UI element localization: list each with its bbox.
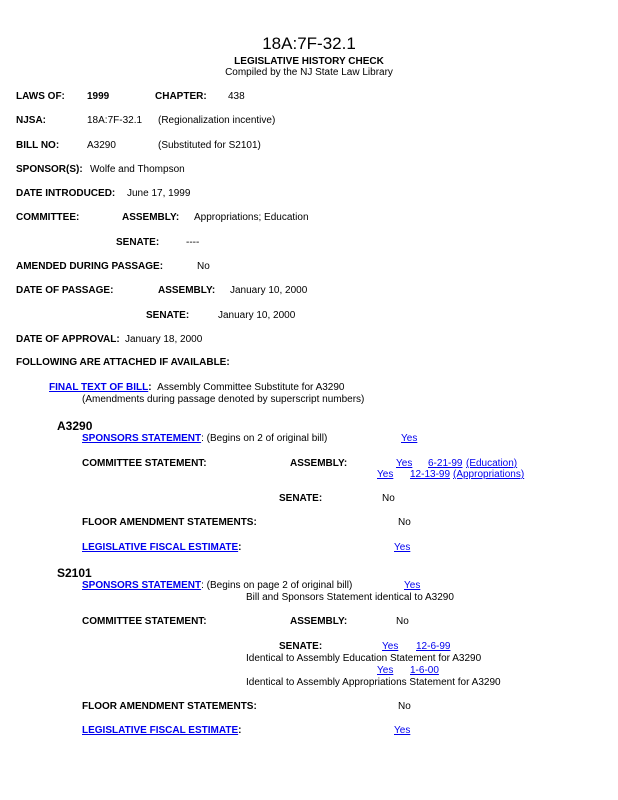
a3290-senate-label: SENATE: [279, 493, 323, 504]
a3290-assembly-label: ASSEMBLY: [290, 458, 348, 469]
committee-label: COMMITTEE: [16, 212, 80, 223]
sponsors-value: Wolfe and Thompson [90, 164, 185, 175]
njsa-label: NJSA: [16, 115, 47, 126]
bill-no-value: A3290 [87, 140, 116, 151]
a3290-fiscal-line [82, 542, 241, 554]
a3290-fiscal-yes-link[interactable]: Yes [394, 542, 411, 553]
date-introduced-value: June 17, 1999 [127, 188, 191, 199]
s2101-senate-note1: Identical to Assembly Education Statement for A3290 [246, 653, 482, 664]
passage-assembly-label: ASSEMBLY: [158, 285, 216, 296]
final-text-line [49, 382, 344, 394]
s2101-sponsors-link[interactable]: SPONSORS STATEMENT [82, 580, 202, 591]
s2101-floor-label: FLOOR AMENDMENT STATEMENTS: [82, 701, 257, 712]
sponsors-label: SPONSOR(S): [16, 164, 83, 175]
a3290-sponsors-line [82, 433, 327, 445]
s2101-senate-note2: Identical to Assembly Appropriations Statement for A3290 [246, 677, 501, 688]
a3290-sponsors-link[interactable]: SPONSORS STATEMENT [82, 433, 202, 444]
a3290-assembly-committee2-link[interactable]: (Appropriations) [453, 469, 525, 480]
committee-senate-label: SENATE: [116, 237, 160, 248]
a3290-heading: A3290 [57, 419, 93, 433]
a3290-committee-label: COMMITTEE STATEMENT: [82, 458, 207, 469]
amended-value: No [197, 261, 210, 272]
njsa-note: (Regionalization incentive) [158, 115, 276, 126]
s2101-sponsors-yes-link[interactable]: Yes [404, 580, 421, 591]
a3290-assembly-yes1-link[interactable]: Yes [396, 458, 413, 469]
laws-of-label: LAWS OF: [16, 91, 65, 102]
laws-of-value: 1999 [87, 91, 110, 102]
s2101-sponsors-desc: : (Begins on page 2 of original bill) [201, 580, 353, 591]
a3290-floor-label: FLOOR AMENDMENT STATEMENTS: [82, 517, 257, 528]
final-text-link[interactable]: FINAL TEXT OF BILL [49, 382, 149, 393]
amended-label: AMENDED DURING PASSAGE: [16, 261, 164, 272]
date-passage-label: DATE OF PASSAGE: [16, 285, 114, 296]
passage-assembly-value: January 10, 2000 [230, 285, 308, 296]
a3290-assembly-date2-link[interactable]: 12-13-99 [410, 469, 451, 480]
s2101-sponsors-note: Bill and Sponsors Statement identical to A3290 [246, 592, 454, 603]
s2101-fiscal-line [82, 725, 241, 737]
passage-senate-value: January 10, 2000 [218, 310, 296, 321]
a3290-sponsors-yes-link[interactable]: Yes [401, 433, 418, 444]
s2101-committee-label: COMMITTEE STATEMENT: [82, 616, 207, 627]
date-introduced-label: DATE INTRODUCED: [16, 188, 116, 199]
s2101-senate-date1-link[interactable]: 12-6-99 [416, 641, 451, 652]
chapter-value: 438 [228, 91, 245, 102]
attached-heading: FOLLOWING ARE ATTACHED IF AVAILABLE: [16, 357, 230, 368]
a3290-assembly-yes2-link[interactable]: Yes [377, 469, 394, 480]
date-approval-value: January 18, 2000 [125, 334, 203, 345]
passage-senate-label: SENATE: [146, 310, 190, 321]
final-text-colon: : [148, 382, 152, 393]
s2101-senate-yes2-link[interactable]: Yes [377, 665, 394, 676]
a3290-assembly-committee1-link[interactable]: (Education) [466, 458, 518, 469]
a3290-fiscal-link[interactable]: LEGISLATIVE FISCAL ESTIMATE [82, 542, 239, 553]
committee-senate-value: ---- [186, 237, 200, 248]
committee-assembly-value: Appropriations; Education [194, 212, 309, 223]
citation-title: 18A:7F-32.1 [262, 34, 356, 53]
s2101-floor-value: No [398, 701, 411, 712]
a3290-sponsors-desc: : (Begins on 2 of original bill) [201, 433, 328, 444]
s2101-senate-date2-link[interactable]: 1-6-00 [410, 665, 439, 676]
final-text-desc: Assembly Committee Substitute for A3290 [157, 382, 345, 393]
s2101-fiscal-yes-link[interactable]: Yes [394, 725, 411, 736]
committee-assembly-label: ASSEMBLY: [122, 212, 180, 223]
bill-no-note: (Substituted for S2101) [158, 140, 261, 151]
bill-no-label: BILL NO: [16, 140, 60, 151]
s2101-assembly-label: ASSEMBLY: [290, 616, 348, 627]
s2101-senate-label: SENATE: [279, 641, 323, 652]
njsa-value: 18A:7F-32.1 [87, 115, 143, 126]
a3290-fiscal-colon: : [238, 542, 242, 553]
s2101-fiscal-link[interactable]: LEGISLATIVE FISCAL ESTIMATE [82, 725, 239, 736]
date-approval-label: DATE OF APPROVAL: [16, 334, 120, 345]
chapter-label: CHAPTER: [155, 91, 207, 102]
document-title: LEGISLATIVE HISTORY CHECK [234, 56, 384, 67]
final-text-note: (Amendments during passage denoted by superscript numbers) [82, 394, 365, 405]
s2101-senate-yes1-link[interactable]: Yes [382, 641, 399, 652]
s2101-fiscal-colon: : [238, 725, 242, 736]
s2101-assembly-value: No [396, 616, 409, 627]
a3290-assembly-date1-link[interactable]: 6-21-99 [428, 458, 463, 469]
a3290-senate-value: No [382, 493, 395, 504]
s2101-heading: S2101 [57, 566, 92, 580]
compiled-by: Compiled by the NJ State Law Library [225, 67, 393, 78]
s2101-sponsors-line [82, 580, 352, 592]
a3290-floor-value: No [398, 517, 411, 528]
